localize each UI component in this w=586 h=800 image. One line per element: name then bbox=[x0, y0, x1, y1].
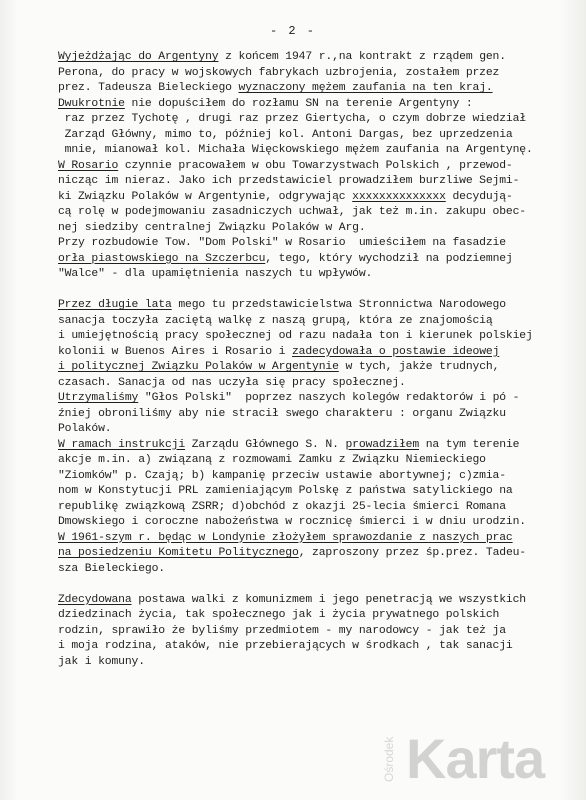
text-segment: akcje m.in. a) związaną z rozmowami Zamku z Związku Niemieckiego bbox=[58, 454, 486, 466]
text-line bbox=[58, 639, 578, 655]
text-segment: mego tu przedstawicielstwa Stronnictwa Narodowego bbox=[171, 299, 506, 311]
text-segment: sanacja toczyła zaciętą walkę z naszą grupą, która ze znajomością bbox=[58, 314, 493, 327]
text-line bbox=[58, 407, 578, 423]
text-segment: nicząc im nieraz. Jako ich przedstawiciel prowadziłem burzliwe Sejmi- bbox=[58, 175, 520, 187]
paragraph-gap bbox=[58, 577, 578, 593]
text-segment: w tych, jakże trudnych, bbox=[338, 361, 500, 373]
watermark-karta-logo: Karta bbox=[406, 727, 545, 790]
text-line bbox=[58, 593, 578, 609]
text-line bbox=[58, 81, 578, 97]
text-segment: nej siedziby centralnej Związku Polaków w Arg. bbox=[58, 221, 366, 234]
text-line bbox=[58, 236, 578, 252]
text-segment: "Głos Polski" poprzez naszych kolegów redaktorów i pó - bbox=[138, 392, 520, 404]
text-segment: republikę związkową ZSRR; d)obchód z okazji 25-lecia śmierci Romana bbox=[58, 500, 506, 513]
text-segment: prez. Tadeusza Bieleckiego bbox=[58, 82, 239, 94]
text-segment: rodzin, sprawiło że byliśmy przedmiotem - my narodowcy - jak też ja bbox=[58, 624, 506, 637]
paragraph-gap bbox=[58, 283, 578, 299]
text-segment: , tego, który wychodził na podziemnej bbox=[265, 252, 513, 265]
underlined-text: i politycznej Związku Polaków w Argentynie bbox=[58, 361, 339, 373]
text-segment: czasach. Sanacja od nas uczyła się pracy społecznej. bbox=[58, 376, 406, 389]
text-segment: źniej obroniliśmy aby nie stracił swego charakteru : organu Związku bbox=[58, 407, 506, 420]
text-segment: Dmowskiego i coroczne nabożeństwa w rocznicę śmierci i w dniu urodzin. bbox=[58, 516, 526, 528]
text-segment: Zarząd Główny, mimo to, później kol. Antoni Dargas, bez uprzedzenia bbox=[58, 128, 513, 141]
text-line bbox=[58, 624, 578, 640]
underlined-text: Dwukrotnie bbox=[58, 97, 125, 110]
text-segment: Polaków. bbox=[58, 423, 112, 435]
text-segment: z końcem 1947 r.,na kontrakt z rządem gen. bbox=[218, 51, 506, 63]
text-line bbox=[58, 608, 578, 624]
text-segment: , zaproszony przez śp.prez. Tadeu- bbox=[298, 547, 526, 559]
text-segment: nom w Konstytucji PRL zamieniającym Polskę z państwa satylickiego na bbox=[58, 485, 513, 497]
text-line bbox=[58, 298, 578, 314]
underlined-text: Zdecydowana bbox=[58, 593, 132, 606]
text-line bbox=[58, 391, 578, 407]
underlined-text: zadecydowała o postawie ideowej bbox=[292, 345, 500, 358]
text-segment: jak i komuny. bbox=[58, 655, 145, 668]
underlined-text: orła piastowskiego na Szczerbcu bbox=[58, 252, 266, 265]
text-line bbox=[58, 515, 578, 531]
text-segment: sza Bieleckiego. bbox=[58, 562, 165, 575]
page-number: - 2 - bbox=[269, 24, 316, 38]
text-segment: Przy rozbudowie Tow. "Dom Polski" w Rosario umieściłem na fasadzie bbox=[58, 237, 506, 249]
text-line bbox=[58, 252, 578, 268]
text-segment: dziedzinach życia, tak społecznego jak i życia prywatnego polskich bbox=[58, 609, 500, 621]
karta-watermark bbox=[372, 718, 572, 790]
text-line bbox=[58, 66, 578, 82]
text-line bbox=[58, 531, 578, 547]
text-line bbox=[58, 484, 578, 500]
underlined-text: Przez długie lata bbox=[58, 299, 172, 311]
watermark-osrodek-text: Ośrodek bbox=[382, 736, 396, 782]
text-line bbox=[58, 438, 578, 454]
text-segment: postawa walki z komunizmem i jego penetracją we wszystkich bbox=[131, 593, 526, 606]
typewritten-text-body bbox=[58, 50, 578, 670]
text-line bbox=[58, 267, 578, 283]
text-segment: nie dopuściłem do rozłamu SN na terenie Argentyny : bbox=[124, 97, 473, 110]
text-line bbox=[58, 345, 578, 361]
text-line bbox=[58, 500, 578, 516]
text-segment: decydują- bbox=[445, 190, 513, 203]
text-segment: ki Związku Polaków w Argentynie, odgrywając bbox=[58, 190, 353, 203]
text-segment: cą rolę w podejmowaniu zasadniczych uchwał, jak też m.in. zakupu obec- bbox=[58, 206, 526, 218]
text-line bbox=[58, 174, 578, 190]
text-line bbox=[58, 546, 578, 562]
text-line bbox=[58, 314, 578, 330]
underlined-text: prowadziłem bbox=[345, 438, 420, 451]
text-segment: i umiejętnością pracy społecznej od razu nadała ton i kierunek polskiej bbox=[58, 330, 533, 342]
text-line bbox=[58, 190, 578, 206]
text-line bbox=[58, 159, 578, 175]
text-line bbox=[58, 360, 578, 376]
underlined-text: xxxxxxxxxxxxxx bbox=[352, 190, 446, 203]
underlined-text: Wyjeżdżając do Argentyny bbox=[58, 51, 219, 63]
text-line bbox=[58, 128, 578, 144]
text-line bbox=[58, 50, 578, 66]
underlined-text: W 1961-szym r. będąc w Londynie złożyłem sprawozdanie z naszych prac bbox=[58, 531, 513, 544]
text-segment: "Walce" - dla upamiętnienia naszych tu wpływów. bbox=[58, 268, 373, 280]
text-segment: raz przez Tychotę , drugi raz przez Giertycha, o czym dobrze wiedział bbox=[58, 113, 526, 125]
text-segment: mnie, mianował kol. Michała Więckowskiego mężem zaufania na Argentynę. bbox=[58, 144, 533, 156]
text-line bbox=[58, 422, 578, 438]
text-line bbox=[58, 655, 578, 671]
text-segment: na tym terenie bbox=[419, 438, 520, 451]
text-line bbox=[58, 562, 578, 578]
text-line bbox=[58, 143, 578, 159]
text-line bbox=[58, 112, 578, 128]
text-segment: czynnie pracowałem w obu Towarzystwach Polskich , przewod- bbox=[118, 159, 513, 172]
text-segment: "Ziomków" p. Czają; b) kampanię przeciw ustawie abortywnej; c)zmia- bbox=[58, 469, 506, 482]
text-line bbox=[58, 329, 578, 345]
underlined-text: W ramach instrukcji bbox=[58, 438, 186, 451]
underlined-text: na posiedzeniu Komitetu Politycznego bbox=[58, 547, 299, 559]
underlined-text: W Rosario bbox=[58, 159, 119, 172]
text-line bbox=[58, 205, 578, 221]
text-segment: Zarządu Głównego S. N. bbox=[185, 438, 346, 451]
underlined-text: wyznaczony mężem zaufania na ten kraj. bbox=[238, 82, 493, 94]
text-line bbox=[58, 221, 578, 237]
text-line bbox=[58, 376, 578, 392]
text-line bbox=[58, 469, 578, 485]
text-line bbox=[58, 453, 578, 469]
text-segment: i moja rodzina, ataków, nie przebierających w środkach , tak sanacji bbox=[58, 640, 513, 652]
underlined-text: Utrzymaliśmy bbox=[58, 392, 139, 404]
text-segment: Perona, do pracy w wojskowych fabrykach uzbrojenia, zostałem przez bbox=[58, 66, 500, 79]
text-line bbox=[58, 97, 578, 113]
text-segment: kolonii w Buenos Aires i Rosario i bbox=[58, 345, 292, 358]
